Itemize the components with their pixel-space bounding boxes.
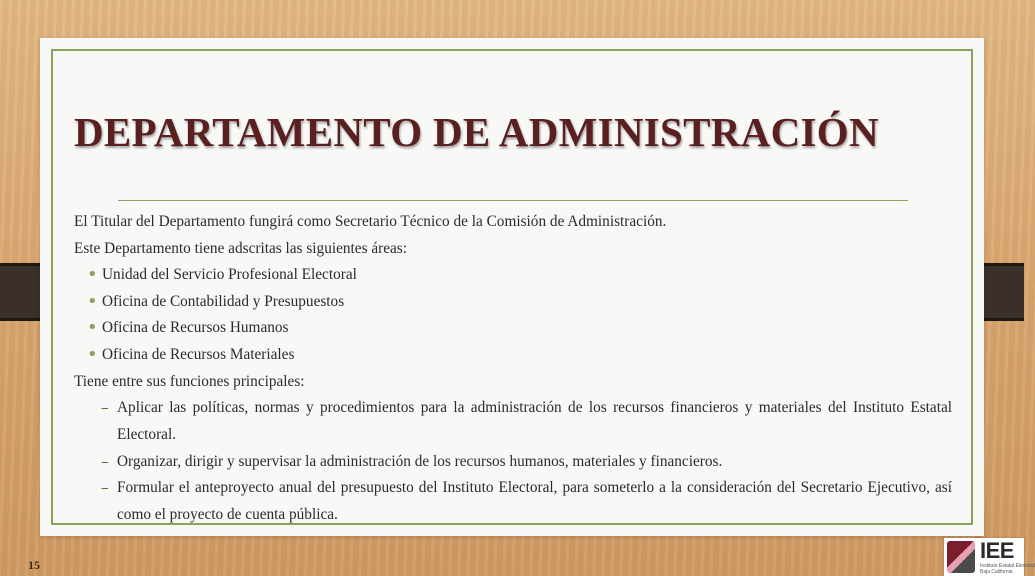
logo-subtitle: Instituto Estatal Electoral Baja California <box>980 563 1035 575</box>
slide-title: DEPARTAMENTO DE ADMINISTRACIÓN <box>74 109 879 155</box>
function-item-text: Formular el anteproyecto anual del presupuesto del Instituto Electoral, para someterlo a la consideración del Secretario Ejecutivo, así como el proyecto de cuenta pública. <box>117 479 952 523</box>
list-item-label: Oficina de Contabilidad y Presupuestos <box>102 292 345 310</box>
bullet-dot-icon: • <box>87 343 98 365</box>
title-divider <box>118 200 908 201</box>
dash-icon: ‒ <box>101 481 109 496</box>
left-decorative-tab <box>0 263 40 321</box>
list-item <box>74 315 952 342</box>
function-item <box>74 449 952 476</box>
function-item-text: Organizar, dirigir y supervisar la administración de los recursos humanos, materiales y financieros. <box>117 452 723 470</box>
list-item-label: Oficina de Recursos Materiales <box>102 345 295 363</box>
function-item-text: Aplicar las políticas, normas y procedimientos para la administración de los recursos financieros y materiales del Instituto Estatal Electoral. <box>117 399 952 443</box>
dash-icon: ‒ <box>101 454 109 469</box>
bullet-dot-icon: • <box>87 290 98 312</box>
function-item <box>74 395 952 448</box>
list-item-label: Unidad del Servicio Profesional Electoral <box>102 266 357 283</box>
iee-logo <box>944 538 1035 576</box>
page-number: 15 <box>28 558 40 572</box>
bullet-dot-icon: • <box>87 264 98 285</box>
iee-emblem-icon <box>947 541 975 573</box>
function-item <box>74 475 952 528</box>
slide-card <box>40 38 984 536</box>
functions-intro: Tiene entre sus funciones principales: <box>74 373 305 391</box>
bullet-dot-icon: • <box>87 317 98 339</box>
list-item <box>74 342 952 369</box>
list-item <box>74 289 952 316</box>
list-item <box>74 262 952 289</box>
logo-text: IEE <box>980 538 1014 563</box>
list-item-label: Oficina de Recursos Humanos <box>102 319 289 337</box>
dash-icon: ‒ <box>101 401 109 416</box>
slide-content <box>74 208 952 528</box>
paragraph: El Titular del Departamento fungirá como Secretario Técnico de la Comisión de Administración. <box>74 213 667 230</box>
paragraph: Este Departamento tiene adscritas las siguientes áreas: <box>74 240 408 257</box>
